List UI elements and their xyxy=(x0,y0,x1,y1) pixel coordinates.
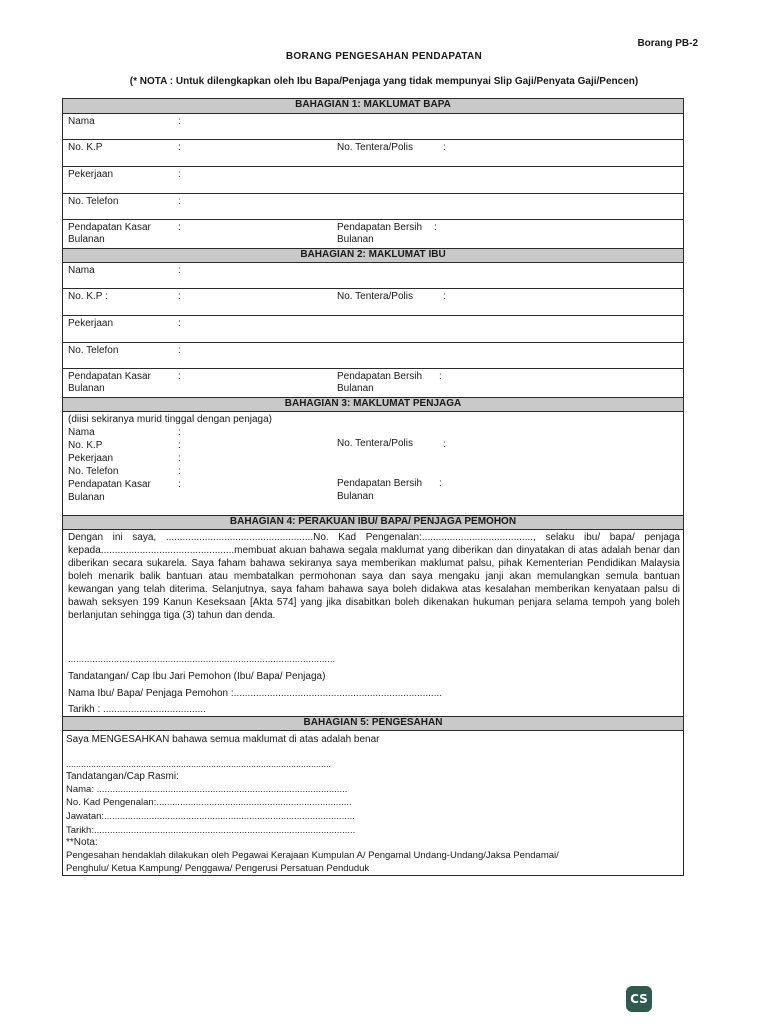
s4-signature-line[interactable]: ................................................................................................... xyxy=(68,654,336,664)
s2-kasar-colon: : xyxy=(178,371,181,382)
s1-row-pendapatan[interactable] xyxy=(63,220,683,248)
s1-kasar-colon: : xyxy=(178,222,181,233)
s1-tentera-label: No. Tentera/Polis xyxy=(337,142,413,153)
s3-kasar-colon: : xyxy=(178,479,181,490)
s3-kp-label: No. K.P xyxy=(68,440,103,451)
s2-row-pekerjaan[interactable] xyxy=(63,316,683,343)
s2-telefon-colon: : xyxy=(178,345,181,356)
s5-nota-text-1: Pengesahan hendaklah dilakukan oleh Pegawai Kerajaan Kumpulan A/ Pengamal Undang-Undang/Jaksa Pendamai/ xyxy=(66,850,559,861)
s2-kasar-label: Pendapatan Kasar Bulanan xyxy=(68,371,151,394)
form-frame xyxy=(62,98,684,876)
s2-row-pendapatan[interactable] xyxy=(63,369,683,397)
s1-row-pekerjaan[interactable] xyxy=(63,167,683,194)
s5-confirm-text: Saya MENGESAHKAN bahawa semua maklumat di atas adalah benar xyxy=(66,734,380,745)
s3-bersih-label-1: Pendapatan Bersih xyxy=(337,478,423,489)
s2-kp-label: No. K.P : xyxy=(68,291,108,302)
s1-nama-label: Nama xyxy=(68,116,95,127)
s1-row-kp[interactable] xyxy=(63,140,683,167)
s3-intro: (diisi sekiranya murid tinggal dengan penjaga) xyxy=(68,414,273,425)
section3-heading: BAHAGIAN 3: MAKLUMAT PENJAGA xyxy=(63,397,683,412)
s3-nama-label: Nama xyxy=(68,427,95,438)
s2-tentera-label: No. Tentera/Polis xyxy=(337,291,413,302)
s2-bersih-label: Pendapatan Bersih Bulanan xyxy=(337,371,423,394)
s2-tentera-colon: : xyxy=(443,291,446,302)
s2-row-telefon[interactable] xyxy=(63,343,683,369)
s1-telefon-label: No. Telefon xyxy=(68,196,119,207)
s2-nama-label: Nama xyxy=(68,265,95,276)
s5-nama-field[interactable]: Nama: ............................................................................................... xyxy=(66,784,348,795)
s2-telefon-label: No. Telefon xyxy=(68,345,119,356)
s1-kp-colon: : xyxy=(178,142,181,153)
s1-row-telefon[interactable] xyxy=(63,194,683,220)
section5-heading: BAHAGIAN 5: PENGESAHAN xyxy=(63,716,683,731)
s1-bersih-label: Pendapatan Bersih Bulanan xyxy=(337,222,423,245)
s5-signature-line[interactable]: .......................................................................................................... xyxy=(66,759,332,769)
s1-kp-label: No. K.P xyxy=(68,142,103,153)
s2-nama-colon: : xyxy=(178,265,181,276)
s3-bersih-label-2: Bulanan xyxy=(337,491,374,502)
s2-row-kp[interactable] xyxy=(63,289,683,316)
s1-bersih-colon: : xyxy=(434,222,437,233)
s2-row-nama[interactable] xyxy=(63,263,683,289)
s4-date-field[interactable]: Tarikh : ..................................... xyxy=(68,704,206,715)
s3-tentera-label: No. Tentera/Polis xyxy=(337,438,413,449)
s2-kp-colon: : xyxy=(178,291,181,302)
s4-name-field[interactable]: Nama Ibu/ Bapa/ Penjaga Pemohon :........................................................................... xyxy=(68,688,443,699)
s3-kp-colon: : xyxy=(178,440,181,451)
s4-declaration-text: Dengan ini saya, .....................................................No. Kad Pengenalan:........................................, selaku ibu/ bapa/ penjaga kepada................................................membuat akuan bahawa segala maklumat yang diberikan dan dinyatakan di atas adalah benar dan diberikan secara sukarela. Saya faham bahawa sekiranya saya memberikan maklumat palsu, pihak Kementerian Pendidikan Malaysia boleh menarik balik bantuan atau membatalkan permohonan saya dan saya mengaku janji akan memulangkan semula bantuan kewangan yang telah diterima. Selanjutnya, saya faham bahawa saya boleh didakwa atas kesalahan memberikan kenyataan palsu di bawah seksyen 199 Kanun Keseksaan [Akta 574] yang jika disabitkan boleh dikenakan hukuman penjara selama tempoh yang boleh berlanjutan sehingga tiga (3) tahun dan denda. xyxy=(68,532,680,621)
s3-tentera-colon: : xyxy=(443,439,446,450)
s1-kasar-label: Pendapatan Kasar Bulanan xyxy=(68,222,151,245)
s3-pekerjaan-label: Pekerjaan xyxy=(68,453,114,464)
s1-row-nama[interactable] xyxy=(63,114,683,140)
s3-pekerjaan-colon: : xyxy=(178,453,181,464)
s1-pekerjaan-colon: : xyxy=(178,169,181,180)
form-code: Borang PB-2 xyxy=(637,38,698,49)
s4-signature-label: Tandatangan/ Cap Ibu Jari Pemohon (Ibu/ Bapa/ Penjaga) xyxy=(68,671,326,682)
s5-tarikh-field[interactable]: Tarikh:................................................................................................... xyxy=(66,825,356,836)
s3-kasar-label-2: Bulanan xyxy=(68,492,105,503)
camscanner-logo-icon: CS xyxy=(626,986,652,1012)
form-note: (* NOTA : Untuk dilengkapkan oleh Ibu Bapa/Penjaga yang tidak mempunyai Slip Gaji/Penyata Gaji/Pencen) xyxy=(129,76,639,87)
s5-kp-field[interactable]: No. Kad Pengenalan:.......................................................................... xyxy=(66,797,352,808)
s1-nama-colon: : xyxy=(178,116,181,127)
s2-pekerjaan-colon: : xyxy=(178,318,181,329)
s3-nama-colon: : xyxy=(178,427,181,438)
s5-nota-label: **Nota: xyxy=(66,837,98,848)
s1-pekerjaan-label: Pekerjaan xyxy=(68,169,114,180)
section2-heading: BAHAGIAN 2: MAKLUMAT IBU xyxy=(63,248,683,263)
s3-telefon-colon: : xyxy=(178,466,181,477)
s2-bersih-colon: : xyxy=(439,371,442,382)
s5-jawatan-field[interactable]: Jawatan:............................................................................................... xyxy=(66,811,355,822)
s1-tentera-colon: : xyxy=(443,142,446,153)
s2-pekerjaan-label: Pekerjaan xyxy=(68,318,114,329)
s5-signature-label: Tandatangan/Cap Rasmi: xyxy=(66,771,179,782)
s3-telefon-label: No. Telefon xyxy=(68,466,119,477)
section4-heading: BAHAGIAN 4: PERAKUAN IBU/ BAPA/ PENJAGA PEMOHON xyxy=(63,515,683,530)
s1-telefon-colon: : xyxy=(178,196,181,207)
s3-bersih-colon: : xyxy=(439,478,442,489)
section1-heading: BAHAGIAN 1: MAKLUMAT BAPA xyxy=(63,99,683,114)
form-title: BORANG PENGESAHAN PENDAPATAN xyxy=(285,51,483,62)
s5-nota-text-2: Penghulu/ Ketua Kampung/ Penggawa/ Pengerusi Persatuan Penduduk xyxy=(66,863,370,874)
s3-kasar-label-1: Pendapatan Kasar xyxy=(68,479,151,490)
